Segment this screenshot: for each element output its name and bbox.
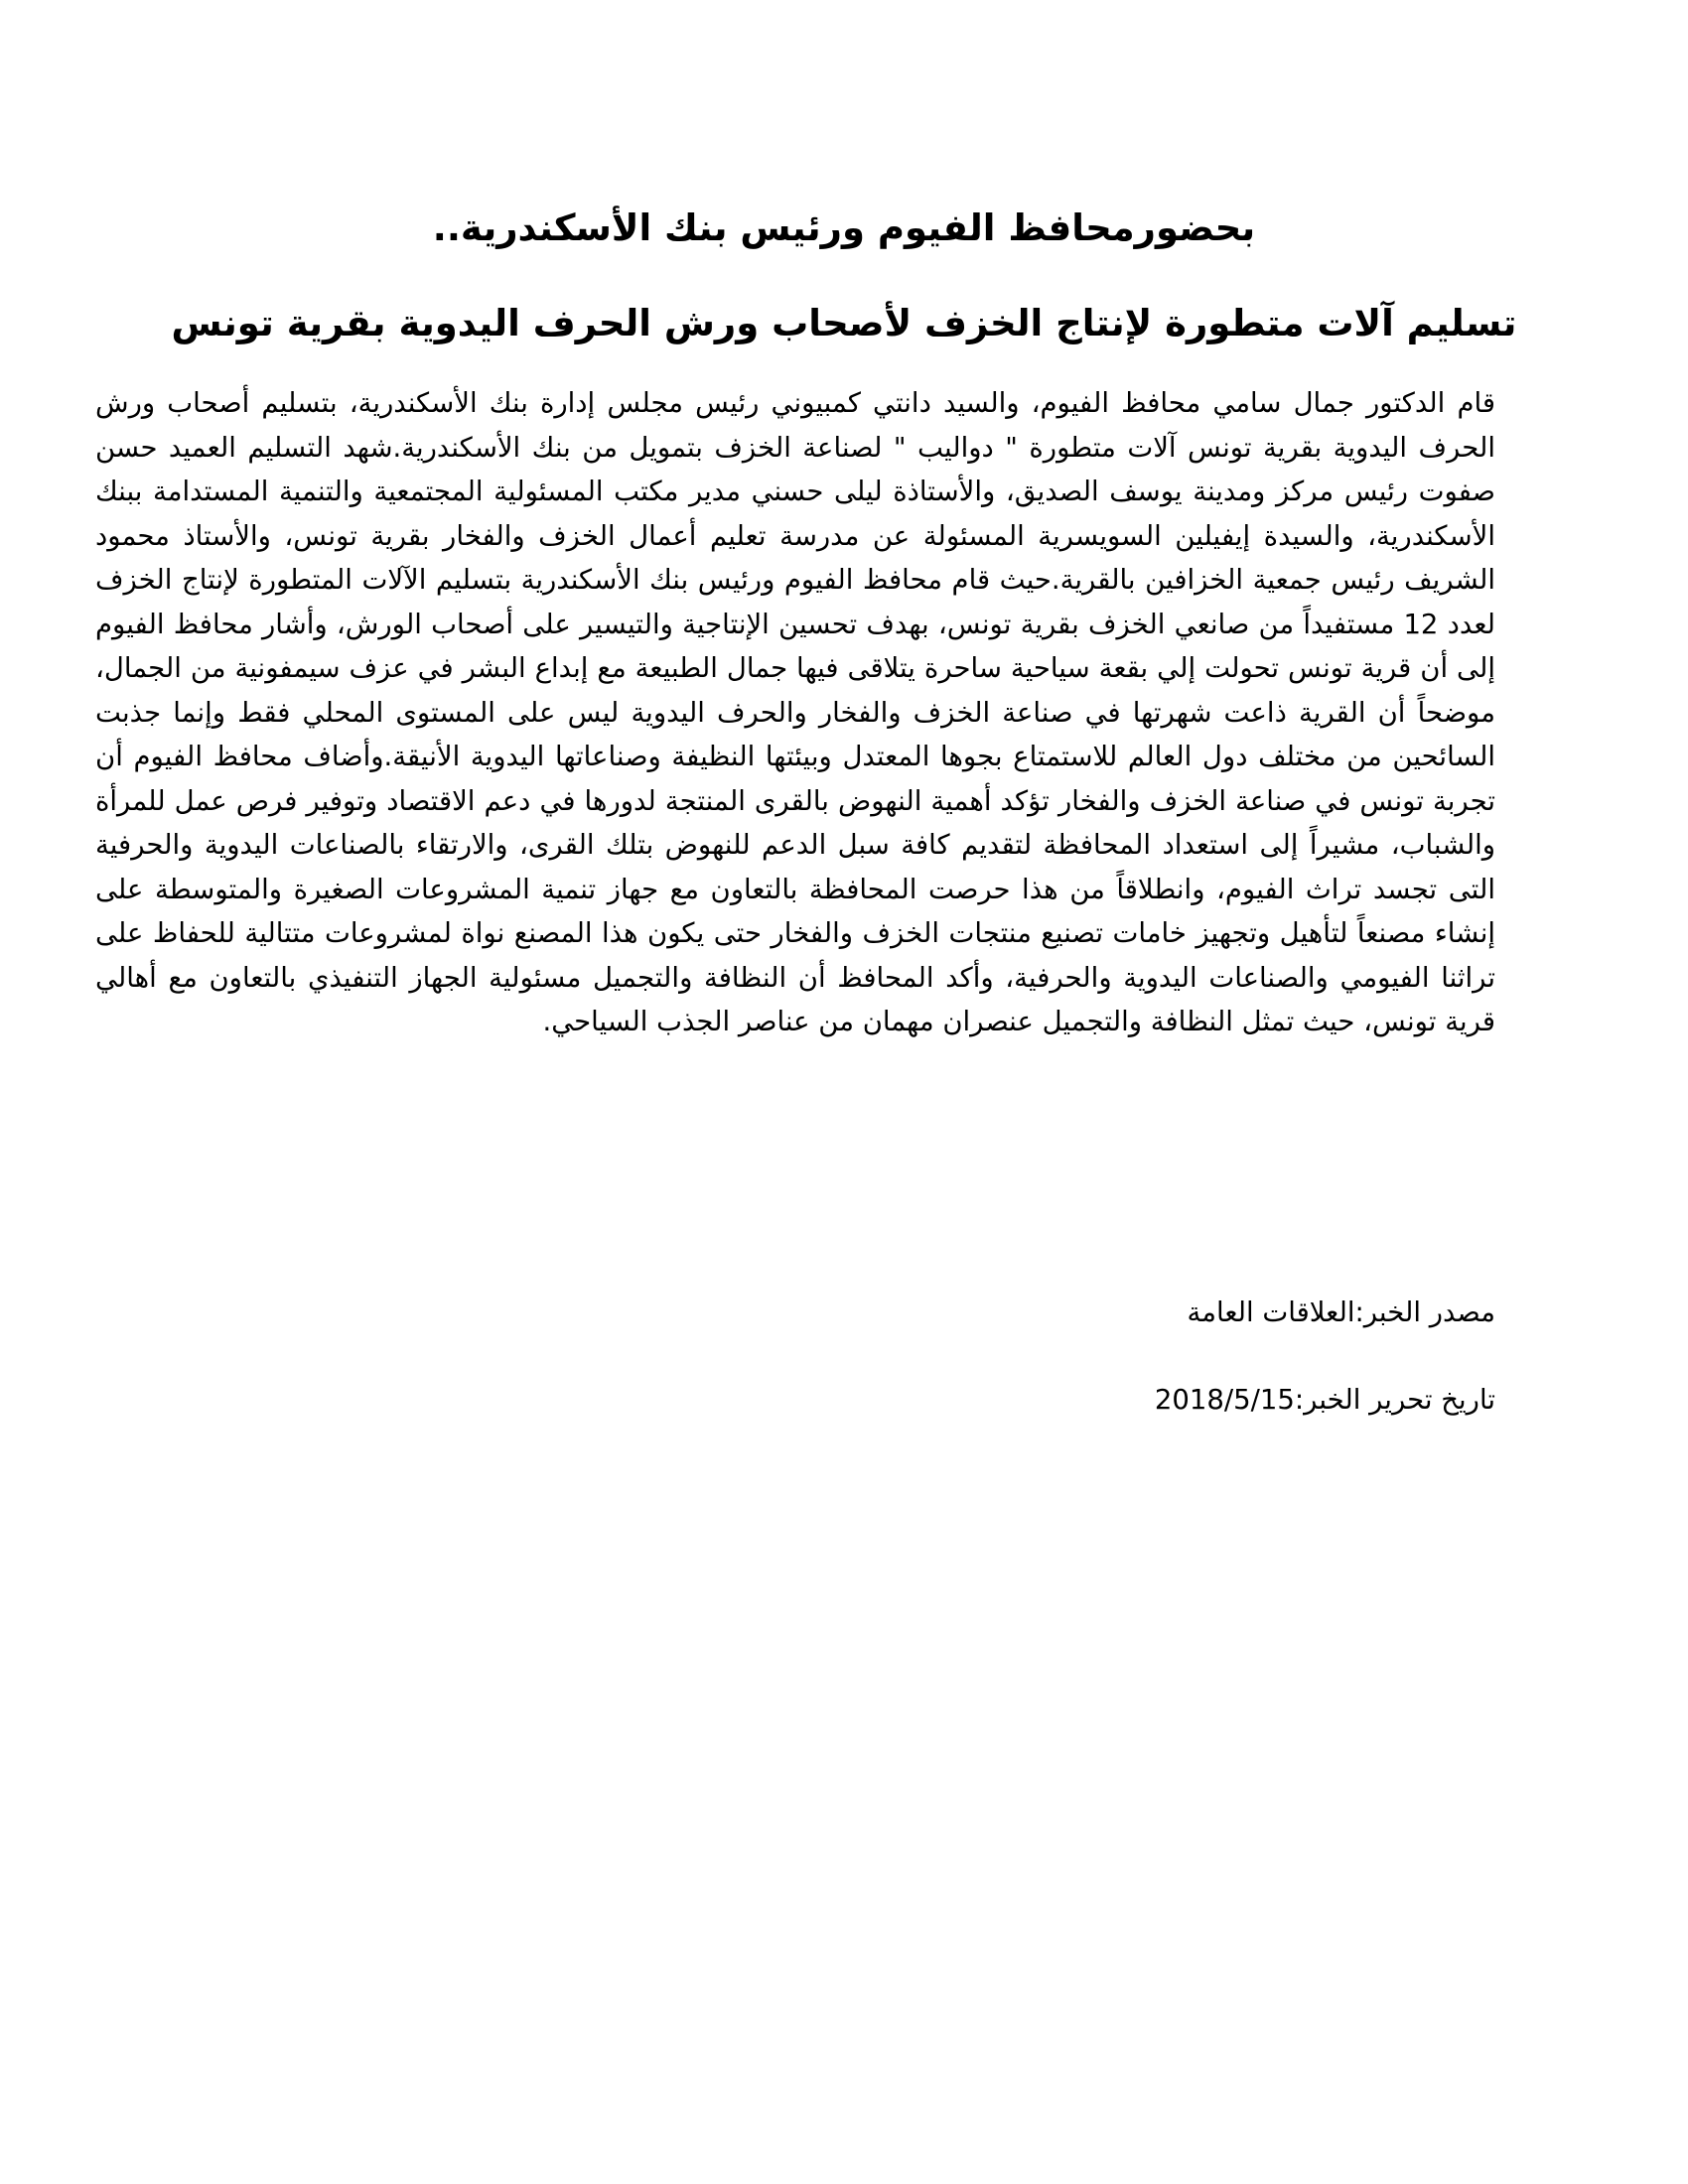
headline-secondary: تسليم آلات متطورة لإنتاج الخزف لأصحاب ورش الحرف اليدوية بقرية تونس: [171, 302, 1517, 344]
edit-date: تاريخ تحرير الخبر:2018/5/15: [1154, 1384, 1495, 1416]
headline-primary: بحضورمحافظ الفيوم ورئيس بنك الأسكندرية..: [432, 206, 1256, 249]
article-body: قام الدكتور جمال سامي محافظ الفيوم، والسيد دانتي كمبيوني رئيس مجلس إدارة بنك الأسكندرية، بتسليم أصحاب ورش الحرف اليدوية بقرية تونس آلات متطورة " دواليب " لصناعة الخزف بتمويل من بنك الأسكندرية.شهد التسليم العميد حسن صفوت رئيس مركز ومدينة يوسف الصديق، والأستاذة ليلى حسني مدير مكتب المسئولية المجتمعية والتنمية المستدامة ببنك الأسكندرية، والسيدة إيفيلين السويسرية المسئولة عن مدرسة تعليم أعمال الخزف والفخار بقرية تونس، والأستاذ محمود الشريف رئيس جمعية الخزافين بالقرية.حيث قام محافظ الفيوم ورئيس بنك الأسكندرية بتسليم الآلات المتطورة لإنتاج الخزف لعدد 12 مستفيداً من صانعي الخزف بقرية تونس، بهدف تحسين الإنتاجية والتيسير على أصحاب الورش، وأشار محافظ الفيوم إلى أن قرية تونس تحولت إلي بقعة سياحية ساحرة يتلاقى فيها جمال الطبيعة مع إبداع البشر في عزف سيمفونية من الجمال، موضحاً أن القرية ذاعت شهرتها في صناعة الخزف والفخار والحرف اليدوية ليس على المستوى المحلي فقط وإنما جذبت السائحين من مختلف دول العالم للاستمتاع بجوها المعتدل وبيئتها النظيفة وصناعاتها اليدوية الأنيقة.وأضاف محافظ الفيوم أن تجربة تونس في صناعة الخزف والفخار تؤكد أهمية النهوض بالقرى المنتجة لدورها في دعم الاقتصاد وتوفير فرص عمل للمرأة والشباب، مشيراً إلى استعداد المحافظة لتقديم كافة سبل الدعم للنهوض بتلك القرى، والارتقاء بالصناعات اليدوية والحرفية التى تجسد تراث الفيوم، وانطلاقاً من هذا حرصت المحافظة بالتعاون مع جهاز تنمية المشروعات الصغيرة والمتوسطة على إنشاء مصنعاً لتأهيل وتجهيز خامات تصنيع منتجات الخزف والفخار حتى يكون هذا المصنع نواة لمشروعات متتالية للحفاظ على تراثنا الفيومي والصناعات اليدوية والحرفية، وأكد المحافظ أن النظافة والتجميل مسئولية الجهاز التنفيذي بالتعاون مع أهالي قرية تونس، حيث تمثل النظافة والتجميل عنصران مهمان من عناصر الجذب السياحي.: [95, 387, 1495, 1037]
news-source: مصدر الخبر:العلاقات العامة: [1187, 1297, 1495, 1328]
